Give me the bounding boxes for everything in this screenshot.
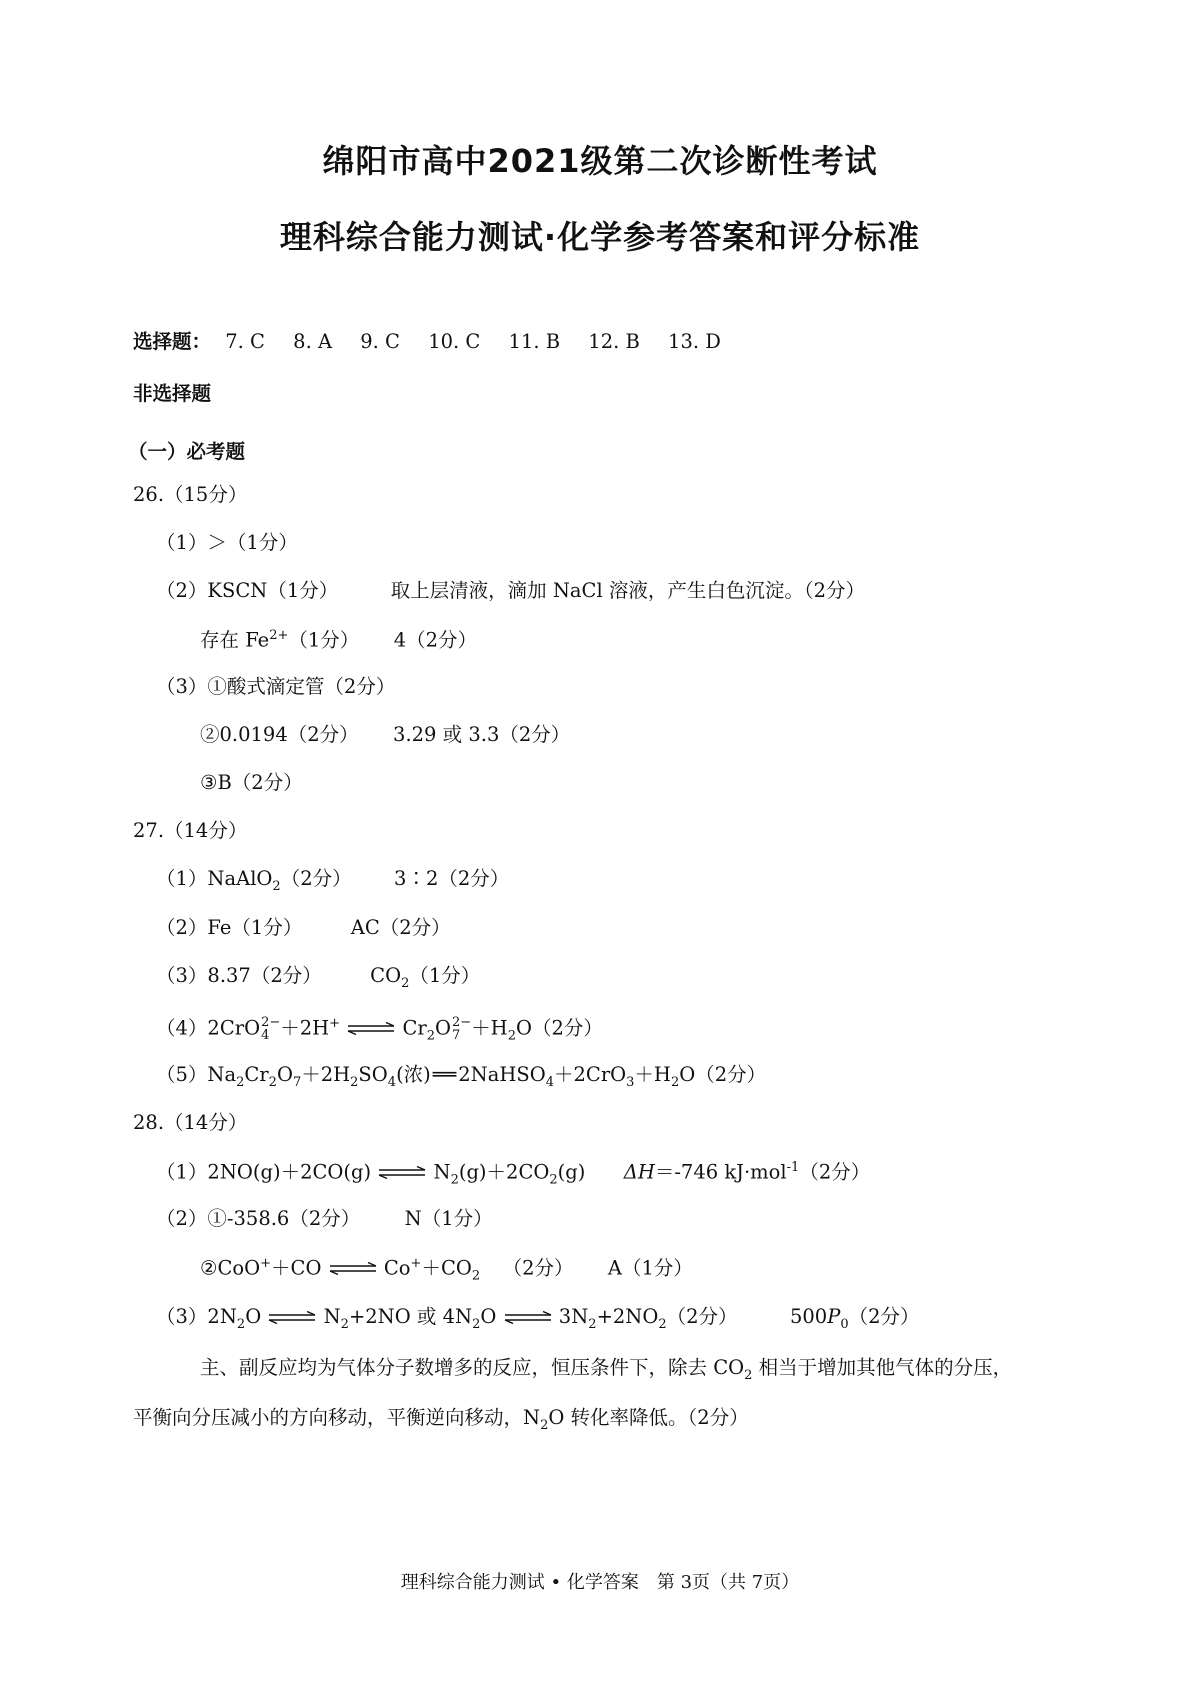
subscript: 2 bbox=[350, 1074, 359, 1090]
equation-text: (g)＋2CO bbox=[458, 1160, 550, 1184]
score-text: （1分） bbox=[288, 628, 360, 652]
part-number: （2） bbox=[156, 579, 208, 602]
subscript: 4 bbox=[387, 1074, 397, 1090]
part-number: （1） bbox=[156, 1160, 208, 1184]
subscript: 2 bbox=[268, 1074, 277, 1090]
q26-part1: （1）＞（1分） bbox=[156, 531, 298, 554]
equation-text: ＋H bbox=[471, 1016, 508, 1040]
equation-text: ＋2H bbox=[301, 1063, 351, 1086]
subscript: 2 bbox=[744, 1367, 753, 1383]
q27-part1 bbox=[156, 869, 509, 893]
score-text: （1分） bbox=[409, 964, 481, 987]
equation-text: O（2分） bbox=[515, 1016, 603, 1040]
subscript: 2 bbox=[471, 1268, 481, 1284]
answer-text: 4（2分） bbox=[393, 628, 478, 652]
q26-part3-line3: ③B（2分） bbox=[200, 771, 303, 794]
answer-text: Fe（1分） bbox=[207, 916, 303, 939]
superscript: + bbox=[410, 1256, 422, 1271]
q28-explanation-line2 bbox=[133, 1408, 749, 1432]
equation-text: N bbox=[323, 1305, 341, 1328]
choice-answer: 11. B bbox=[508, 330, 561, 353]
equation-text: O bbox=[480, 1305, 497, 1328]
equation-text: ＋CO bbox=[271, 1256, 322, 1280]
equation-text: +2NO bbox=[596, 1305, 659, 1328]
explanation-text: 主、副反应均为气体分子数增多的反应，恒压条件下，除去 CO bbox=[200, 1356, 745, 1379]
q27-part4 bbox=[156, 1016, 603, 1042]
equation-text: Cr bbox=[244, 1063, 269, 1086]
equation-text: ＋2H bbox=[280, 1016, 330, 1040]
part-number: （4） bbox=[156, 1016, 208, 1040]
equation-text: 2N bbox=[207, 1305, 237, 1328]
q26-part3 bbox=[156, 677, 395, 697]
score-text: （2分） bbox=[502, 1256, 574, 1280]
answer-text: N（1分） bbox=[404, 1207, 493, 1230]
explanation-text: 相当于增加其他气体的分压， bbox=[752, 1356, 1013, 1379]
subscript: 2 bbox=[236, 1074, 245, 1090]
q26-heading: 26.（15分） bbox=[133, 483, 248, 506]
answer-text: NaAlO bbox=[207, 867, 273, 890]
subscript: 2 bbox=[472, 1316, 481, 1332]
answer-text: 500 bbox=[789, 1305, 828, 1328]
equation-text: Na bbox=[207, 1063, 237, 1086]
subscript: 2 bbox=[507, 1028, 516, 1044]
equation-text: 3N bbox=[558, 1305, 589, 1328]
subscript: 2 bbox=[670, 1074, 680, 1090]
superscript: -1 bbox=[786, 1160, 800, 1175]
superscript: 2+ bbox=[269, 628, 289, 643]
superscript: + bbox=[260, 1256, 272, 1271]
superscript: + bbox=[329, 1016, 341, 1031]
equals-sign: ══ bbox=[432, 1063, 457, 1086]
equation-text: O bbox=[276, 1063, 293, 1086]
subscript: 4 bbox=[545, 1074, 554, 1090]
answer-text: 3∶2（2分） bbox=[394, 867, 510, 890]
answer-text: 8.37（2分） bbox=[207, 964, 322, 987]
equation-text: (浓) bbox=[396, 1063, 431, 1086]
part-number: （1） bbox=[156, 867, 208, 890]
choice-answer: 9. C bbox=[360, 330, 400, 353]
score-text: （2分） bbox=[666, 1305, 738, 1328]
explanation-text: O 转化率降低。（2分） bbox=[548, 1406, 749, 1429]
equation-text: ＋H bbox=[634, 1063, 671, 1086]
choice-answer: 12. B bbox=[588, 330, 640, 353]
answer-text: KSCN（1分） bbox=[207, 579, 339, 602]
subscript: 7 bbox=[452, 1028, 461, 1043]
subscript: 2 bbox=[426, 1028, 435, 1044]
equation-text: ＋2CrO bbox=[554, 1063, 627, 1086]
page-subtitle: 理科综合能力测试·化学参考答案和评分标准 bbox=[279, 218, 921, 256]
q26-part2-line2 bbox=[200, 629, 477, 650]
part-number: （2） bbox=[156, 916, 208, 939]
equilibrium-arrow-icon bbox=[328, 1262, 378, 1276]
equation-text: Cr bbox=[402, 1016, 427, 1040]
subscript: 2 bbox=[658, 1316, 667, 1332]
q27-part5 bbox=[156, 1065, 766, 1089]
subscript: 2 bbox=[549, 1172, 558, 1188]
part-number: （3） bbox=[156, 675, 208, 698]
answer-text: ①酸式滴定管（2分） bbox=[207, 675, 396, 698]
equilibrium-arrow-icon bbox=[503, 1311, 553, 1325]
subscript: 2 bbox=[272, 878, 281, 894]
enthalpy-symbol: ΔH bbox=[623, 1160, 655, 1184]
equation-text: SO bbox=[358, 1063, 388, 1086]
score-text: （2分） bbox=[799, 1160, 871, 1184]
choice-answer: 8. A bbox=[293, 330, 333, 353]
subscript: 2 bbox=[340, 1316, 349, 1332]
part-number: （3） bbox=[156, 964, 208, 987]
ion-charge bbox=[261, 1016, 280, 1042]
q28-explanation-line1 bbox=[200, 1358, 1012, 1382]
nonchoice-heading: 非选择题 bbox=[133, 382, 212, 405]
part-number: （2） bbox=[156, 1207, 208, 1230]
equation-text: O（2分） bbox=[679, 1063, 767, 1086]
score-text: （2分） bbox=[848, 1305, 920, 1328]
subscript: 2 bbox=[540, 1417, 549, 1433]
choice-answer: 7. C bbox=[225, 330, 265, 353]
answer-text: 存在 Fe bbox=[200, 628, 270, 652]
q28-part1 bbox=[156, 1161, 870, 1186]
subscript: 2 bbox=[450, 1172, 459, 1188]
q27-part2 bbox=[156, 918, 451, 938]
equation-text: ②CoO bbox=[200, 1256, 261, 1280]
superscript: 2− bbox=[261, 1015, 281, 1030]
q28-heading: 28.（14分） bbox=[133, 1111, 248, 1134]
subscript: 7 bbox=[292, 1074, 302, 1090]
answer-text: ②0.0194（2分） bbox=[200, 723, 359, 746]
choice-answer: 13. D bbox=[668, 330, 721, 353]
superscript: 2− bbox=[452, 1015, 472, 1030]
subscript: 2 bbox=[401, 975, 410, 991]
equation-text: 2CrO bbox=[207, 1016, 261, 1040]
equation-text: +2NO 或 4N bbox=[348, 1305, 473, 1328]
equation-text: 2NO(g)＋2CO(g) bbox=[207, 1160, 372, 1184]
equation-text: Co bbox=[383, 1256, 411, 1280]
answer-text: A（1分） bbox=[607, 1256, 693, 1280]
q28-part2 bbox=[156, 1209, 493, 1229]
answer-text: 3.29 或 3.3（2分） bbox=[393, 723, 571, 746]
equilibrium-arrow-icon bbox=[346, 1022, 396, 1036]
choice-label: 选择题： bbox=[133, 330, 212, 353]
subscript: 0 bbox=[840, 1316, 849, 1332]
score-text: （2分） bbox=[280, 867, 352, 890]
answer-text: AC（2分） bbox=[350, 916, 451, 939]
subscript: 2 bbox=[588, 1316, 597, 1332]
q27-part3 bbox=[156, 966, 480, 990]
equation-text: O bbox=[245, 1305, 262, 1328]
equilibrium-arrow-icon bbox=[377, 1166, 427, 1180]
answer-text: CO bbox=[370, 964, 402, 987]
q26-part3-line2 bbox=[200, 725, 570, 745]
equation-text: ＝-746 kJ·mol bbox=[654, 1160, 787, 1184]
subscript: 3 bbox=[626, 1074, 635, 1090]
answer-text: 取上层清液，滴加 NaCl 溶液，产生白色沉淀。（2分） bbox=[390, 579, 866, 602]
ion-charge bbox=[452, 1016, 471, 1042]
equation-text: N bbox=[433, 1160, 451, 1184]
page-title: 绵阳市高中2021级第二次诊断性考试 bbox=[322, 142, 878, 180]
subscript: 4 bbox=[261, 1028, 270, 1043]
q28-part3 bbox=[156, 1307, 920, 1331]
equilibrium-arrow-icon bbox=[267, 1311, 317, 1325]
equation-text: O bbox=[435, 1016, 451, 1040]
equation-text: (g) bbox=[557, 1160, 586, 1184]
q28-part2-line2 bbox=[200, 1257, 693, 1282]
required-heading: （一）必考题 bbox=[128, 440, 246, 463]
choice-answer: 10. C bbox=[428, 330, 481, 353]
part-number: （3） bbox=[156, 1305, 208, 1328]
q26-part2 bbox=[156, 581, 865, 601]
q27-heading: 27.（14分） bbox=[133, 819, 248, 842]
choice-answers bbox=[133, 332, 721, 352]
pressure-symbol: P bbox=[827, 1305, 841, 1328]
answer-text: ①-358.6（2分） bbox=[207, 1207, 361, 1230]
subscript: 2 bbox=[236, 1316, 246, 1332]
equation-text: 2NaHSO bbox=[458, 1063, 546, 1086]
part-number: （5） bbox=[156, 1063, 208, 1086]
explanation-text: 平衡向分压减小的方向移动，平衡逆向移动，N bbox=[133, 1406, 541, 1429]
equation-text: ＋CO bbox=[421, 1256, 472, 1280]
page-footer: 理科综合能力测试 • 化学答案 第 3页（共 7页） bbox=[400, 1572, 800, 1593]
